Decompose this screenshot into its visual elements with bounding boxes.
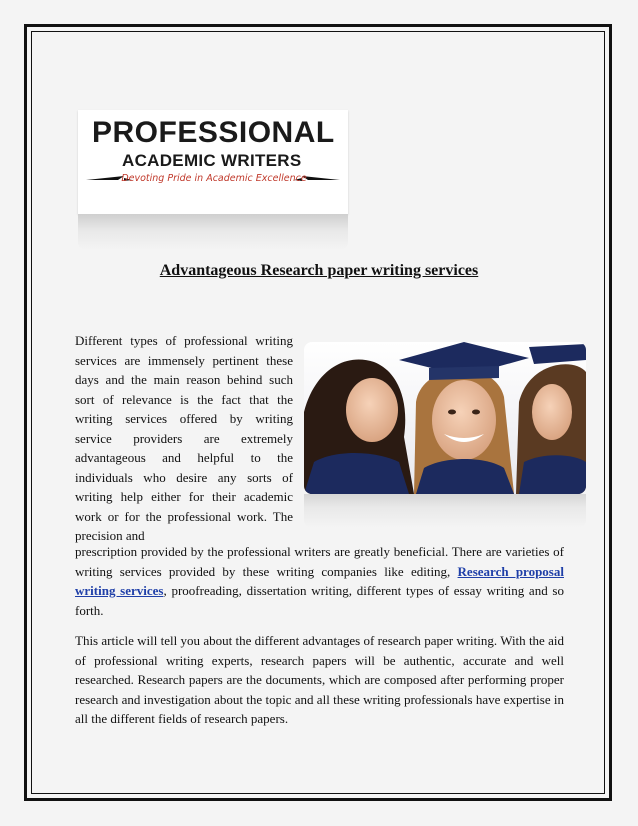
paragraph-2: This article will tell you about the different advantages of research paper writing. With the aid of professional writing experts, research papers will be authentic, accurate and well researched. Research papers are the documents, which are composed after performing proper research and investigation about the topic and all these writing professionals have expertise in all the different fields of research papers. bbox=[75, 633, 564, 726]
research-proposal-link[interactable]: Research proposal writing services bbox=[75, 563, 564, 598]
photo-reflection bbox=[304, 494, 586, 528]
paragraph-1-text-after-link: , proofreading, dissertation writing, different types of essay writing and so forth. bbox=[75, 583, 564, 618]
logo-reflection bbox=[78, 214, 348, 250]
logo-subtitle: ACADEMIC WRITERS bbox=[122, 151, 302, 170]
paragraph-1-text-before-link: prescription provided by the professional writers are greatly beneficial. There are varieties of writing services provided by these writing companies like editing, bbox=[75, 544, 564, 579]
paragraph-1-continued bbox=[75, 542, 564, 620]
paragraph-1-narrow: Different types of professional writing services are immensely pertinent these days and the main reason behind such sort of relevance is the fact that the writing services offered by writing service providers are extremely advantageous and helpful to the individuals who desire any sorts of writing help either for their academic work or for the professional work. The precision and bbox=[75, 333, 293, 543]
page-title: Advantageous Research paper writing services bbox=[159, 262, 479, 279]
logo-tagline-text: Devoting Pride in Academic Excellence bbox=[121, 173, 307, 184]
graduates-photo bbox=[304, 342, 586, 494]
logo-title: PROFESSIONAL bbox=[92, 116, 335, 149]
logo-tagline-bar bbox=[84, 170, 342, 190]
